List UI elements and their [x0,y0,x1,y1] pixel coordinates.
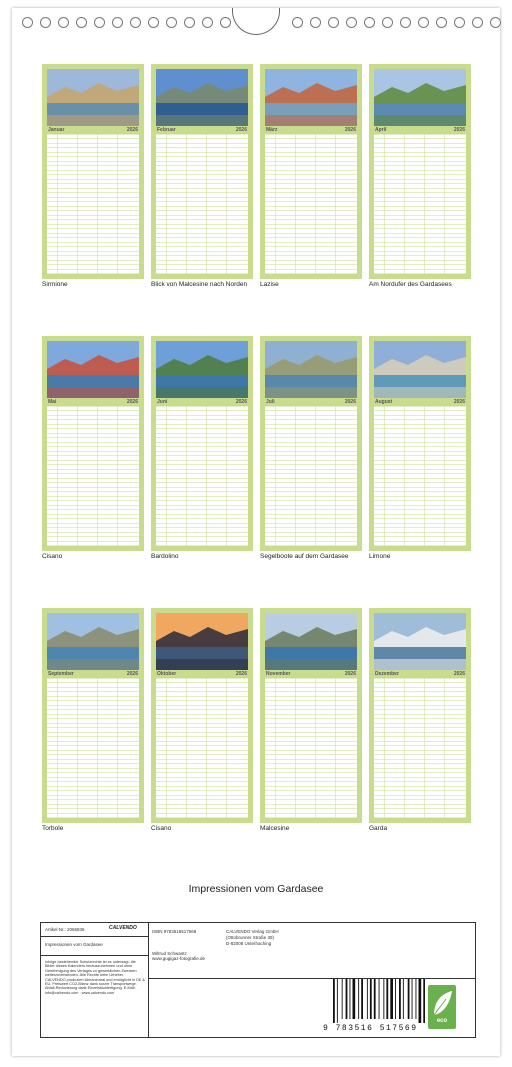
month-header [265,126,357,133]
footer-divider [148,923,149,1037]
month-photo [265,613,357,670]
planner-grid [156,406,248,546]
binding-hole [112,17,123,28]
photo-caption: Limone [369,553,391,560]
planner-grid [374,134,466,274]
planner-grid [156,678,248,818]
month-block [260,608,362,823]
photo-caption: Lazise [260,281,279,288]
month-block [151,608,253,823]
binding-hole [166,17,177,28]
footer-divider [41,936,148,937]
binding-hole [490,17,501,28]
binding-hole [454,17,465,28]
month-header [374,126,466,133]
binding-hole [148,17,159,28]
month-header [265,398,357,405]
month-photo [156,341,248,398]
binding-holes-left [22,17,231,29]
publisher-street: (Ottobrunner Straße 39) [226,935,275,940]
footer-divider [148,978,475,979]
month-year: 2026 [126,398,138,405]
landscape-photo-icon [47,341,139,398]
planner-grid [374,678,466,818]
month-photo [156,613,248,670]
month-photo [47,69,139,126]
month-photo [156,69,248,126]
binding-hole [220,17,231,28]
binding-hole [94,17,105,28]
planner-grid [47,406,139,546]
binding-hole [310,17,321,28]
binding-hole [76,17,87,28]
month-header [374,670,466,677]
month-name: April [375,126,387,133]
article-number: Artikel Nr.: 2066836 [45,927,85,932]
month-photo [265,69,357,126]
month-year: 2026 [344,670,356,677]
month-block [369,336,471,551]
planner-grid [265,678,357,818]
month-header [156,398,248,405]
planner-grid [374,406,466,546]
month-name: August [375,398,393,405]
month-block [260,64,362,279]
landscape-photo-icon [265,69,357,126]
month-header [47,670,139,677]
planner-grid [47,134,139,274]
photo-caption: Blick von Malcesine nach Norden [151,281,248,288]
month-year: 2026 [453,398,465,405]
month-block [260,336,362,551]
month-name: Mai [48,398,57,405]
landscape-photo-icon [156,613,248,670]
imprint-footer [40,922,476,1038]
barcode-icon [331,979,425,1023]
photo-caption: Sirmione [42,281,68,288]
barcode-number: 9 783516 517569 [323,1024,418,1033]
calendar-title: Impressionen vom Gardasee [188,883,324,895]
binding-hole [472,17,483,28]
binding-hole [346,17,357,28]
month-year: 2026 [235,670,247,677]
publisher-city: D-82008 Unterhaching [226,941,272,946]
month-photo [374,613,466,670]
binding-hole [292,17,303,28]
month-name: September [48,670,74,677]
binding-hole [418,17,429,28]
month-year: 2026 [126,670,138,677]
month-year: 2026 [235,126,247,133]
month-name: März [266,126,278,133]
planner-grid [265,134,357,274]
landscape-photo-icon [374,613,466,670]
product-title: Impressionen vom Gardasee [45,942,103,947]
month-photo [265,341,357,398]
month-photo [374,69,466,126]
binding-hole [364,17,375,28]
publisher-name: CALVENDO Verlag GmbH [226,929,279,934]
month-year: 2026 [344,126,356,133]
month-header [265,670,357,677]
photo-caption: Bardolino [151,553,179,560]
month-year: 2026 [235,398,247,405]
binding-hole [130,17,141,28]
binding-hole [202,17,213,28]
landscape-photo-icon [156,69,248,126]
author-website: www.gugigaz-fotografie.de [152,956,206,961]
isbn: ISBN 9783516517569 [152,929,197,934]
landscape-photo-icon [156,341,248,398]
month-header [47,126,139,133]
month-header [47,398,139,405]
landscape-photo-icon [374,69,466,126]
month-block [151,336,253,551]
binding-hole [382,17,393,28]
author-name: Wiltrud Schwantz [152,951,187,956]
month-block [42,64,144,279]
month-block [369,608,471,823]
month-photo [47,613,139,670]
month-name: November [266,670,291,677]
month-header [374,398,466,405]
month-header [156,670,248,677]
month-name: Juli [266,398,275,405]
month-year: 2026 [453,126,465,133]
month-name: Dezember [375,670,399,677]
photo-caption: Am Nordufer des Gardasees [369,281,452,288]
photo-caption: Cisano [42,553,63,560]
month-block [151,64,253,279]
disclaimer-text: Infolge bestehender Schutzrechte ist es untersagt, die Bilder dieses Kalenders herauszunehmen und ohne Genehmigung des Verlages zu gewerblichen Zwecken weiterzuverwenden. Alle Rechte beim Urheber. CALVENDO produziert klimaneutral und ermöglicht in DE & EU. Preiswert CO2-Bilanz dank kurzer Transportwege. Abfall-Reduzierung dank Einzelstückfertigung. E-Mail: info@calvendo.com · www.calvendo.com [45,960,145,995]
month-photo [374,341,466,398]
month-year: 2026 [344,398,356,405]
month-header [156,126,248,133]
landscape-photo-icon [47,69,139,126]
planner-grid [47,678,139,818]
binding-hole [328,17,339,28]
planner-grid [265,406,357,546]
photo-caption: Torbole [42,825,64,832]
month-block [42,336,144,551]
photo-caption: Malcesine [260,825,290,832]
binding-hole [40,17,51,28]
month-name: Juni [157,398,168,405]
month-year: 2026 [126,126,138,133]
binding-hole [22,17,33,28]
binding-holes-right [292,17,501,29]
landscape-photo-icon [374,341,466,398]
photo-caption: Segelboote auf dem Gardasee [260,553,349,560]
footer-divider [41,955,148,956]
landscape-photo-icon [265,613,357,670]
month-name: Januar [48,126,65,133]
month-name: Oktober [157,670,177,677]
eco-label: eco [436,1018,448,1024]
binding-hole [58,17,69,28]
landscape-photo-icon [265,341,357,398]
photo-caption: Cisano [151,825,172,832]
binding-hole [436,17,447,28]
landscape-photo-icon [47,613,139,670]
month-name: Februar [157,126,176,133]
binding-hole [184,17,195,28]
month-block [369,64,471,279]
brand-logo: CALVENDO [109,925,137,931]
photo-caption: Garda [369,825,388,832]
month-photo [47,341,139,398]
month-block [42,608,144,823]
month-year: 2026 [453,670,465,677]
binding-hole [400,17,411,28]
planner-grid [156,134,248,274]
